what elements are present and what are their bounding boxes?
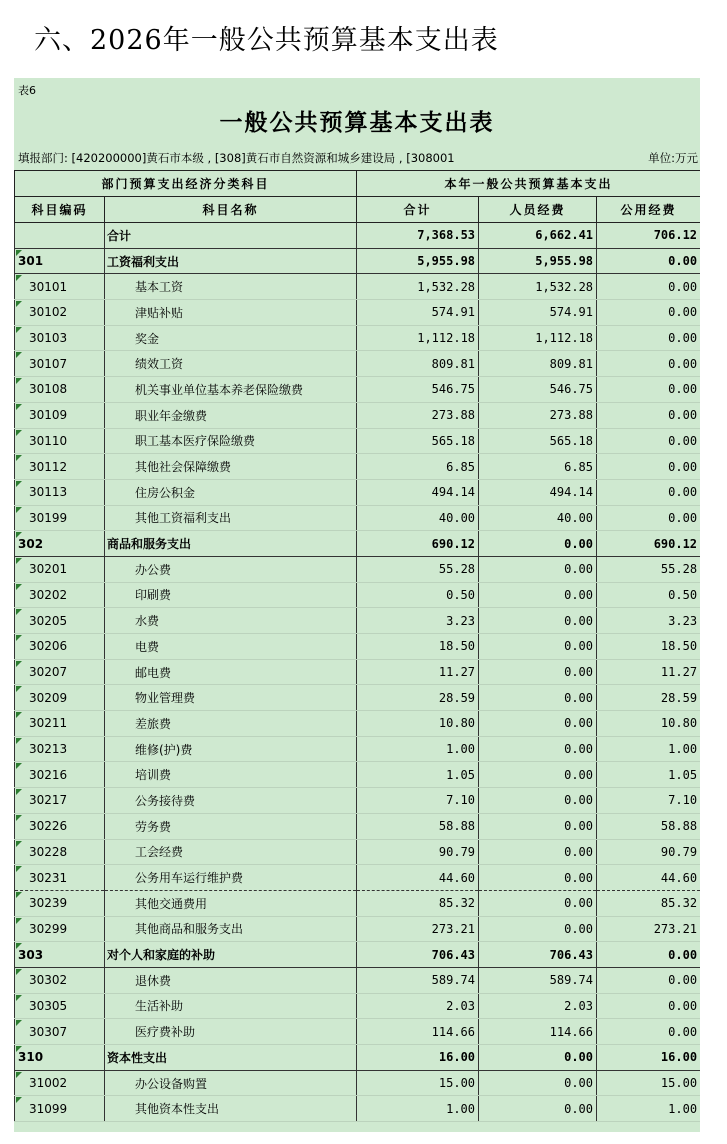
cell-total: 11.27: [357, 659, 479, 685]
cell-personnel: 2.03: [479, 993, 597, 1019]
cell-code: 303: [15, 942, 105, 968]
cell-public: 0.00: [597, 1019, 700, 1045]
cell-total: 55.28: [357, 556, 479, 582]
cell-total: 85.32: [357, 890, 479, 916]
cell-total: 28.59: [357, 685, 479, 711]
cell-personnel: 0.00: [479, 736, 597, 762]
cell-personnel: 0.00: [479, 1045, 597, 1071]
cell-public: 0.00: [597, 993, 700, 1019]
cell-total: 10.80: [357, 711, 479, 737]
cell-code: 30101: [15, 274, 105, 300]
table-row: [15, 300, 701, 326]
cell-personnel: 494.14: [479, 479, 597, 505]
table-row: [15, 813, 701, 839]
cell-public: 10.80: [597, 711, 700, 737]
cell-public: 7.10: [597, 788, 700, 814]
cell-personnel: 40.00: [479, 505, 597, 531]
cell-public: 706.12: [597, 223, 700, 249]
table-row: [15, 762, 701, 788]
cell-total: 58.88: [357, 813, 479, 839]
table-row: [15, 967, 701, 993]
cell-code: 30299: [15, 916, 105, 942]
cell-personnel: 0.00: [479, 788, 597, 814]
cell-personnel: 1,532.28: [479, 274, 597, 300]
cell-code: 30216: [15, 762, 105, 788]
table-row: [15, 711, 701, 737]
header-public: 公用经费: [597, 197, 700, 223]
cell-personnel: 0.00: [479, 916, 597, 942]
cell-personnel: 0.00: [479, 634, 597, 660]
cell-name: 职业年金缴费: [105, 402, 357, 428]
cell-name: 退休费: [105, 967, 357, 993]
cell-public: 28.59: [597, 685, 700, 711]
cell-personnel: 546.75: [479, 377, 597, 403]
cell-total: 5,955.98: [357, 248, 479, 274]
cell-name: 维修(护)费: [105, 736, 357, 762]
cell-name: 其他交通费用: [105, 890, 357, 916]
cell-code: [15, 223, 105, 249]
cell-code: 30239: [15, 890, 105, 916]
cell-total: 90.79: [357, 839, 479, 865]
cell-code: 30102: [15, 300, 105, 326]
table-row: [15, 890, 701, 916]
cell-public: 0.00: [597, 505, 700, 531]
table-row: [15, 454, 701, 480]
budget-table: [14, 170, 700, 1122]
cell-name: 公务接待费: [105, 788, 357, 814]
cell-code: 30228: [15, 839, 105, 865]
cell-name: 资本性支出: [105, 1045, 357, 1071]
cell-public: 0.00: [597, 402, 700, 428]
table-row: [15, 428, 701, 454]
cell-code: 310: [15, 1045, 105, 1071]
cell-name: 其他资本性支出: [105, 1096, 357, 1122]
cell-public: 0.00: [597, 454, 700, 480]
cell-total: 565.18: [357, 428, 479, 454]
cell-total: 706.43: [357, 942, 479, 968]
cell-name: 办公费: [105, 556, 357, 582]
cell-name: 劳务费: [105, 813, 357, 839]
cell-public: 0.00: [597, 325, 700, 351]
cell-name: 住房公积金: [105, 479, 357, 505]
cell-code: 30226: [15, 813, 105, 839]
cell-code: 30217: [15, 788, 105, 814]
cell-personnel: 0.00: [479, 890, 597, 916]
cell-code: 30209: [15, 685, 105, 711]
cell-personnel: 0.00: [479, 1070, 597, 1096]
cell-public: 0.00: [597, 428, 700, 454]
cell-total: 44.60: [357, 865, 479, 891]
cell-personnel: 565.18: [479, 428, 597, 454]
table-row: [15, 865, 701, 891]
cell-public: 0.00: [597, 479, 700, 505]
cell-public: 0.00: [597, 967, 700, 993]
cell-total: 690.12: [357, 531, 479, 557]
table-row: [15, 659, 701, 685]
table-row: [15, 993, 701, 1019]
cell-total: 3.23: [357, 608, 479, 634]
header-name: 科目名称: [105, 197, 357, 223]
table-row: [15, 608, 701, 634]
cell-personnel: 0.00: [479, 813, 597, 839]
cell-name: 工资福利支出: [105, 248, 357, 274]
table-row: [15, 377, 701, 403]
cell-total: 7.10: [357, 788, 479, 814]
cell-personnel: 0.00: [479, 659, 597, 685]
cell-public: 0.00: [597, 274, 700, 300]
table-row: [15, 1045, 701, 1071]
cell-total: 809.81: [357, 351, 479, 377]
cell-code: 30107: [15, 351, 105, 377]
cell-name: 办公设备购置: [105, 1070, 357, 1096]
cell-name: 对个人和家庭的补助: [105, 942, 357, 968]
cell-name: 机关事业单位基本养老保险缴费: [105, 377, 357, 403]
cell-code: 30103: [15, 325, 105, 351]
page-title: 六、2026年一般公共预算基本支出表: [34, 25, 499, 56]
cell-code: 30305: [15, 993, 105, 1019]
cell-code: 30231: [15, 865, 105, 891]
cell-name: 职工基本医疗保险缴费: [105, 428, 357, 454]
cell-public: 90.79: [597, 839, 700, 865]
cell-public: 58.88: [597, 813, 700, 839]
cell-name: 印刷费: [105, 582, 357, 608]
cell-total: 18.50: [357, 634, 479, 660]
cell-total: 273.88: [357, 402, 479, 428]
table-row: [15, 223, 701, 249]
cell-personnel: 574.91: [479, 300, 597, 326]
cell-public: 1.05: [597, 762, 700, 788]
cell-public: 690.12: [597, 531, 700, 557]
table-row: [15, 402, 701, 428]
header-total: 合计: [357, 197, 479, 223]
cell-name: 电费: [105, 634, 357, 660]
cell-code: 301: [15, 248, 105, 274]
header-code: 科目编码: [15, 197, 105, 223]
sheet-id: 表6: [18, 84, 36, 97]
cell-personnel: 809.81: [479, 351, 597, 377]
cell-code: 30307: [15, 1019, 105, 1045]
cell-name: 其他商品和服务支出: [105, 916, 357, 942]
cell-code: 30205: [15, 608, 105, 634]
cell-personnel: 0.00: [479, 531, 597, 557]
cell-name: 其他社会保障缴费: [105, 454, 357, 480]
cell-personnel: 114.66: [479, 1019, 597, 1045]
cell-total: 494.14: [357, 479, 479, 505]
cell-code: 31002: [15, 1070, 105, 1096]
cell-code: 30109: [15, 402, 105, 428]
table-row: [15, 788, 701, 814]
cell-name: 绩效工资: [105, 351, 357, 377]
cell-code: 30199: [15, 505, 105, 531]
cell-total: 546.75: [357, 377, 479, 403]
cell-name: 水费: [105, 608, 357, 634]
cell-name: 其他工资福利支出: [105, 505, 357, 531]
cell-code: 30108: [15, 377, 105, 403]
table-row: [15, 1096, 701, 1122]
table-title: 一般公共预算基本支出表: [219, 110, 495, 136]
cell-public: 3.23: [597, 608, 700, 634]
cell-name: 奖金: [105, 325, 357, 351]
cell-name: 生活补助: [105, 993, 357, 1019]
cell-name: 津贴补贴: [105, 300, 357, 326]
cell-public: 11.27: [597, 659, 700, 685]
cell-total: 1.00: [357, 1096, 479, 1122]
table-row: [15, 248, 701, 274]
cell-personnel: 0.00: [479, 865, 597, 891]
cell-public: 0.00: [597, 942, 700, 968]
cell-personnel: 706.43: [479, 942, 597, 968]
cell-public: 0.00: [597, 351, 700, 377]
cell-public: 1.00: [597, 1096, 700, 1122]
cell-personnel: 273.88: [479, 402, 597, 428]
table-row: [15, 351, 701, 377]
cell-total: 15.00: [357, 1070, 479, 1096]
cell-total: 574.91: [357, 300, 479, 326]
cell-code: 30206: [15, 634, 105, 660]
cell-public: 55.28: [597, 556, 700, 582]
cell-total: 0.50: [357, 582, 479, 608]
header-personnel: 人员经费: [479, 197, 597, 223]
table-row: [15, 1070, 701, 1096]
cell-total: 6.85: [357, 454, 479, 480]
header-group-left: 部门预算支出经济分类科目: [15, 171, 357, 197]
cell-name: 物业管理费: [105, 685, 357, 711]
cell-personnel: 0.00: [479, 608, 597, 634]
cell-personnel: 0.00: [479, 711, 597, 737]
cell-code: 30201: [15, 556, 105, 582]
cell-code: 30207: [15, 659, 105, 685]
cell-total: 16.00: [357, 1045, 479, 1071]
cell-code: 30211: [15, 711, 105, 737]
table-row: [15, 274, 701, 300]
cell-name: 邮电费: [105, 659, 357, 685]
table-row: [15, 839, 701, 865]
table-row: [15, 582, 701, 608]
cell-total: 273.21: [357, 916, 479, 942]
table-row: [15, 942, 701, 968]
cell-code: 30113: [15, 479, 105, 505]
cell-public: 273.21: [597, 916, 700, 942]
cell-code: 30302: [15, 967, 105, 993]
cell-code: 31099: [15, 1096, 105, 1122]
cell-name: 基本工资: [105, 274, 357, 300]
cell-code: 30112: [15, 454, 105, 480]
cell-total: 1.05: [357, 762, 479, 788]
cell-public: 0.00: [597, 300, 700, 326]
spreadsheet: [14, 78, 700, 1132]
cell-total: 1,532.28: [357, 274, 479, 300]
table-row: [15, 505, 701, 531]
table-row: [15, 685, 701, 711]
cell-total: 40.00: [357, 505, 479, 531]
cell-personnel: 5,955.98: [479, 248, 597, 274]
cell-personnel: 6.85: [479, 454, 597, 480]
cell-personnel: 589.74: [479, 967, 597, 993]
header-group-right: 本年一般公共预算基本支出: [357, 171, 700, 197]
cell-total: 7,368.53: [357, 223, 479, 249]
table-row: [15, 1019, 701, 1045]
cell-name: 培训费: [105, 762, 357, 788]
cell-public: 0.00: [597, 377, 700, 403]
cell-name: 差旅费: [105, 711, 357, 737]
cell-public: 15.00: [597, 1070, 700, 1096]
table-row: [15, 479, 701, 505]
table-row: [15, 736, 701, 762]
cell-total: 1.00: [357, 736, 479, 762]
cell-public: 0.50: [597, 582, 700, 608]
cell-total: 1,112.18: [357, 325, 479, 351]
cell-code: 302: [15, 531, 105, 557]
cell-total: 2.03: [357, 993, 479, 1019]
report-meta: [18, 150, 700, 166]
cell-personnel: 0.00: [479, 556, 597, 582]
cell-name: 公务用车运行维护费: [105, 865, 357, 891]
cell-code: 30213: [15, 736, 105, 762]
cell-personnel: 0.00: [479, 839, 597, 865]
cell-public: 18.50: [597, 634, 700, 660]
table-row: [15, 531, 701, 557]
cell-total: 114.66: [357, 1019, 479, 1045]
cell-total: 589.74: [357, 967, 479, 993]
cell-name: 工会经费: [105, 839, 357, 865]
cell-public: 0.00: [597, 248, 700, 274]
unit-label: 单位:万元: [648, 151, 698, 165]
table-row: [15, 556, 701, 582]
cell-personnel: 0.00: [479, 582, 597, 608]
cell-personnel: 0.00: [479, 685, 597, 711]
cell-personnel: 0.00: [479, 762, 597, 788]
cell-personnel: 6,662.41: [479, 223, 597, 249]
cell-public: 16.00: [597, 1045, 700, 1071]
table-row: [15, 325, 701, 351]
cell-public: 1.00: [597, 736, 700, 762]
cell-public: 44.60: [597, 865, 700, 891]
table-row: [15, 634, 701, 660]
dept-info: 填报部门: [420200000]黄石市本级 , [308]黄石市自然资源和城乡建设局 , [308001: [18, 151, 455, 165]
cell-code: 30202: [15, 582, 105, 608]
cell-public: 85.32: [597, 890, 700, 916]
table-row: [15, 916, 701, 942]
cell-code: 30110: [15, 428, 105, 454]
cell-personnel: 0.00: [479, 1096, 597, 1122]
cell-personnel: 1,112.18: [479, 325, 597, 351]
cell-name: 商品和服务支出: [105, 531, 357, 557]
cell-name: 合计: [105, 223, 357, 249]
cell-name: 医疗费补助: [105, 1019, 357, 1045]
